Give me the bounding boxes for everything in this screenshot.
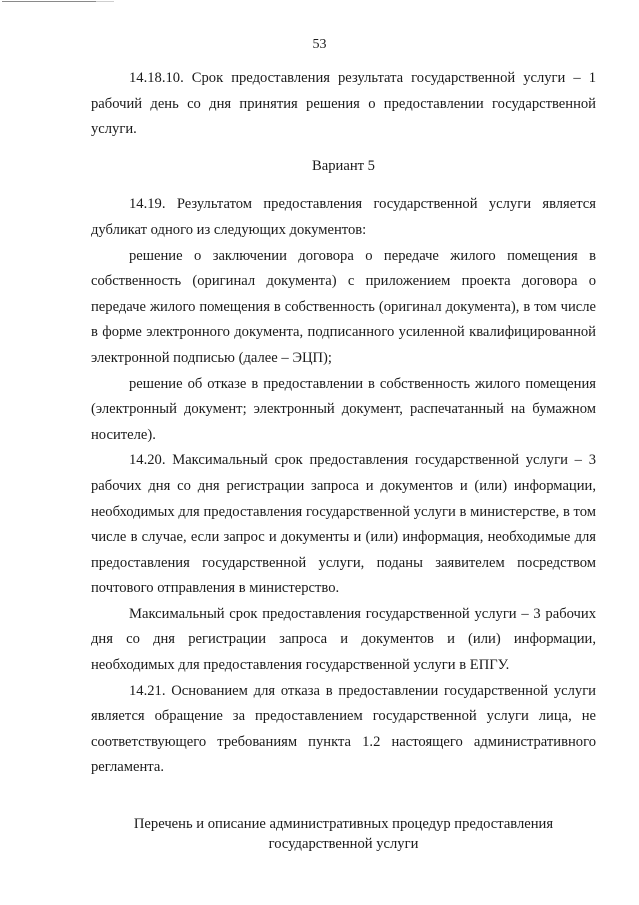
scan-edge-mark bbox=[2, 1, 98, 2]
section-heading-line-1: Перечень и описание административных процедур предоставления bbox=[133, 816, 554, 833]
paragraph-decision-contract: решение о заключении договора о передаче жилого помещения в собственность (оригинал документа) с приложением проекта договора о передаче жилого помещения в собственность (оригинал документа), в том числе в форме электронного документа, подписанного усиленной квалифицированной электронной подписью (далее – ЭЦП); bbox=[91, 247, 596, 366]
spacer bbox=[91, 781, 596, 814]
spacer bbox=[91, 143, 596, 154]
paragraph-14-19: 14.19. Результатом предоставления государственной услуги является дубликат одного из следующих документов: bbox=[91, 196, 596, 238]
document-body bbox=[91, 66, 596, 854]
paragraph-14-18-10: 14.18.10. Срок предоставления результата государственной услуги – 1 рабочий день со дня принятия решения о предоставлении государственной услуги. bbox=[91, 70, 596, 138]
paragraph-decision-refusal: решение об отказе в предоставлении в собственность жилого помещения (электронный документ; электронный документ, распечатанный на бумажном носителе). bbox=[91, 375, 596, 443]
paragraph-14-20: 14.20. Максимальный срок предоставления государственной услуги – 3 рабочих дня со дня регистрации запроса и документов и (или) информации, необходимых для предоставления государственной услуги в министерстве, в том числе в случае, если запрос и документы и (или) информация, необходимые для предоставления государственной услуги, поданы заявителем посредством почтового отправления в министерство. bbox=[91, 452, 596, 597]
scan-edge-mark-faint bbox=[96, 1, 114, 2]
variant-heading: Вариант 5 bbox=[312, 157, 375, 174]
section-heading-line-2: государственной услуги bbox=[268, 836, 419, 853]
spacer bbox=[91, 179, 596, 192]
paragraph-max-term-epgu: Максимальный срок предоставления государственной услуги – 3 рабочих дня со дня регистрации запроса и документов и (или) информации, необходимых для предоставления государственной услуги в ЕПГУ. bbox=[91, 605, 596, 674]
paragraph-14-21: 14.21. Основанием для отказа в предоставлении государственной услуги является обращение за предоставлением государственной услуги лица, не соответствующего требованиям пункта 1.2 настоящего административного регламента. bbox=[91, 682, 596, 776]
page-number: 53 bbox=[312, 37, 327, 52]
